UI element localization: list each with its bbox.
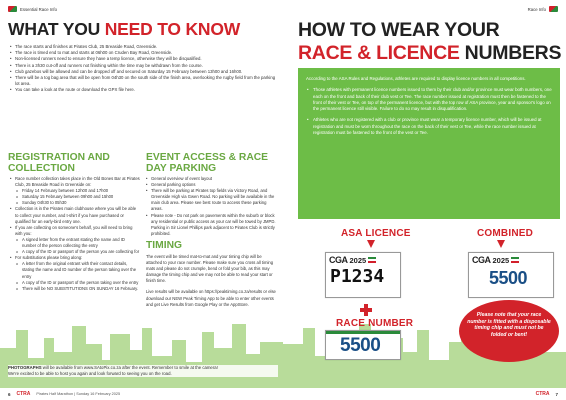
page-footer	[0, 388, 283, 400]
timing-text	[146, 254, 278, 313]
flag-icon	[511, 257, 519, 263]
card-logo: CGA	[472, 255, 491, 265]
timing-paragraph: Live results will be available on https://peaktiming.co.za/results or else download our NEW Peak Timing App to be able to enter other events and get Live Results from Google Play or the AppStore.	[146, 289, 276, 307]
running-head	[528, 6, 558, 12]
race-number-label: RACE NUMBER	[336, 318, 414, 329]
asa-licence-label: ASA LICENCE	[341, 228, 411, 239]
card-year: 2025	[349, 255, 367, 265]
list-item: • The race is timed end to mat and starts at 06h00 on Cruden Bay Road, Greenside.	[10, 50, 278, 56]
list-item: o A copy of the ID or passport of the person you are collecting for	[10, 249, 140, 255]
list-item: o A letter from the original entrant with their contact details, stating the name and ID number of the person taking over the entry	[10, 261, 140, 279]
event-access-heading-line2: DAY PARKING	[146, 163, 217, 174]
list-item: • Please note - Do not park on pavements within the suburb or block any residential or public access as your car will be towed by JMPD. Parking in Sir Lionel Phillips park adjacent to Pirates Club is strictly prohibited.	[146, 213, 278, 237]
list-item: • Athletes who are not registered with a club or province must wear a temporary licence number, which will be issued at registration and must be worn throughout the race on the back of their vest or Tee, while the race number issued at registration must be fastened to the front of the vest or Tee.	[306, 117, 552, 136]
arrow-down-icon	[495, 240, 507, 250]
title-line2-rest: NUMBERS	[459, 42, 562, 64]
list-item: • Race number collection takes place in the Old Bones Bar at Pirates Club, 25 Breaside Road in Greenside on:	[10, 176, 140, 188]
list-item: o Friday 14 February between 12h00 and 17h00	[10, 188, 140, 194]
footer-logo: CTRA	[16, 391, 31, 397]
list-item: • There is a 3h30 cut-off and runners not finishing within the time may be withdrawn from the course.	[10, 63, 278, 69]
page-number: 7	[555, 391, 558, 397]
timing-chip-note: Please note that your race number is fitted with a disposable timing chip and must not be folded or bent!	[459, 300, 559, 362]
page-title	[298, 19, 561, 65]
title-pre: WHAT YOU	[8, 19, 105, 39]
flag-icon	[549, 6, 558, 12]
running-head-text: Essential Race Info	[20, 6, 58, 12]
event-access-heading-line1: EVENT ACCESS & RACE	[146, 152, 269, 163]
title-highlight: NEED TO KNOW	[104, 19, 241, 39]
list-item: • Collection is in the Pirates main clubhouse where you will be able to collect your number, and t-shirt if you have purchased or qualified for an early-bird entry one.	[10, 206, 140, 224]
asa-rules-box	[298, 68, 560, 219]
asa-licence-number: P1234	[330, 266, 385, 287]
photographs-note	[8, 365, 278, 377]
race-rules-list	[10, 44, 278, 94]
list-item: o There will be NO SUBSTITUTIONS ON SUNDAY 16 February.	[10, 286, 140, 292]
city-skyline-graphic	[0, 318, 283, 388]
timing-heading: TIMING	[146, 240, 183, 251]
title-line2	[298, 42, 561, 65]
page-title	[8, 19, 240, 40]
event-access-list	[146, 176, 278, 237]
running-head-text: Race Info	[527, 6, 546, 12]
registration-heading	[8, 152, 110, 174]
flag-icon	[368, 257, 376, 263]
combined-card	[468, 252, 554, 298]
list-item: o A signed letter from the entrant stating the name and ID number of the person collecting the entry	[10, 237, 140, 249]
race-number-value: 5500	[340, 335, 381, 356]
list-item: • General overview of event layout	[146, 176, 278, 182]
list-item: • The race starts and finishes at Pirates Club, 25 Breaside Road, Greenside.	[10, 44, 278, 50]
list-item: o Sunday 04h30 to 05h30	[10, 200, 140, 206]
combined-label: COMBINED	[477, 228, 534, 239]
running-head	[8, 6, 57, 12]
arrow-down-icon	[365, 240, 377, 250]
page-number: 6	[8, 391, 11, 397]
list-item: • Club gazebos will be allowed and can be dropped off and secured on Saturday 15 February between 13h00 and 16h00.	[10, 69, 278, 75]
info-bullets	[306, 87, 552, 136]
registration-heading-line2: COLLECTION	[8, 163, 75, 174]
list-item: • Those athletes with permanent licence numbers issued to them by their club and/or province must wear both numbers, one each on the front and back of their club vest or Tee. The race number issued at registration must then be fastened to the front of their vest or Tee, on top of the permanent licence, but with the top row of ASA province, year and sponsor's logo on the permanent licence still visible. Failure to do so may result in disqualification.	[306, 87, 552, 112]
photographs-text: will be available from www.SAtoPix.co.za after the event. Remember to smile at the camera!	[41, 365, 218, 370]
registration-list	[10, 176, 140, 292]
photographs-label: PHOTOGRAPHS	[8, 365, 42, 370]
list-item: • If you are collecting on someone's behalf, you will need to bring with you:	[10, 225, 140, 237]
registration-heading-line1: REGISTRATION AND	[8, 152, 110, 163]
closing-line: We're excited to be able to host you again and look forward to seeing you on the road.	[8, 371, 172, 377]
flag-icon	[8, 6, 17, 12]
title-highlight: RACE & LICENCE	[298, 42, 460, 64]
list-item: o A copy of the ID or passport of the person taking over the entry	[10, 280, 140, 286]
footer-logo: CTRA	[535, 391, 550, 397]
list-item: • General parking options	[146, 182, 278, 188]
card-year: 2025	[492, 255, 510, 265]
list-item: o Saturday 15 February between 09h00 and 15h00	[10, 194, 140, 200]
timing-paragraph: The event will be timed mat-to-mat and your timing chip will be attached to your race number. Please make sure you cross all timing mats and please do not crumple, bend or fold your bib, as this may damage the timing chip and we may not be able to read your start or finish time.	[146, 254, 274, 284]
footer-text: Pirates Half Marathon | Sunday 16 February 2025	[36, 392, 121, 396]
combined-race-number: 5500	[489, 268, 528, 288]
right-page	[283, 0, 566, 400]
list-item: • There will be parking at Pirates top fields via Victory Road, and Greenside High via Gwen Road. No parking will be available in the main club area. Please see best route to access these parking areas.	[146, 188, 278, 212]
list-item: • You can take a look at the route or download the GPX file here.	[10, 87, 278, 93]
list-item: • Non-licensed runners need to ensure they have a temp licence, otherwise they will be disqualified.	[10, 56, 278, 62]
event-access-heading	[146, 152, 268, 174]
plus-icon	[359, 303, 373, 317]
page-footer	[283, 388, 566, 400]
info-intro: According to the ASA Rules and Regulations, athletes are required to display licence numbers in all competitions.	[306, 76, 526, 81]
asa-licence-card	[325, 252, 401, 298]
list-item: • For substitutions please bring along:	[10, 255, 140, 261]
list-item: • There will be a tog bag area that will be open from 04h30 on the south side of the finish area, overlooking the rugby field from the parking lot area.	[10, 75, 278, 87]
race-number-card	[325, 330, 401, 360]
card-logo: CGA	[329, 255, 348, 265]
title-line1: HOW TO WEAR YOUR	[298, 19, 500, 41]
